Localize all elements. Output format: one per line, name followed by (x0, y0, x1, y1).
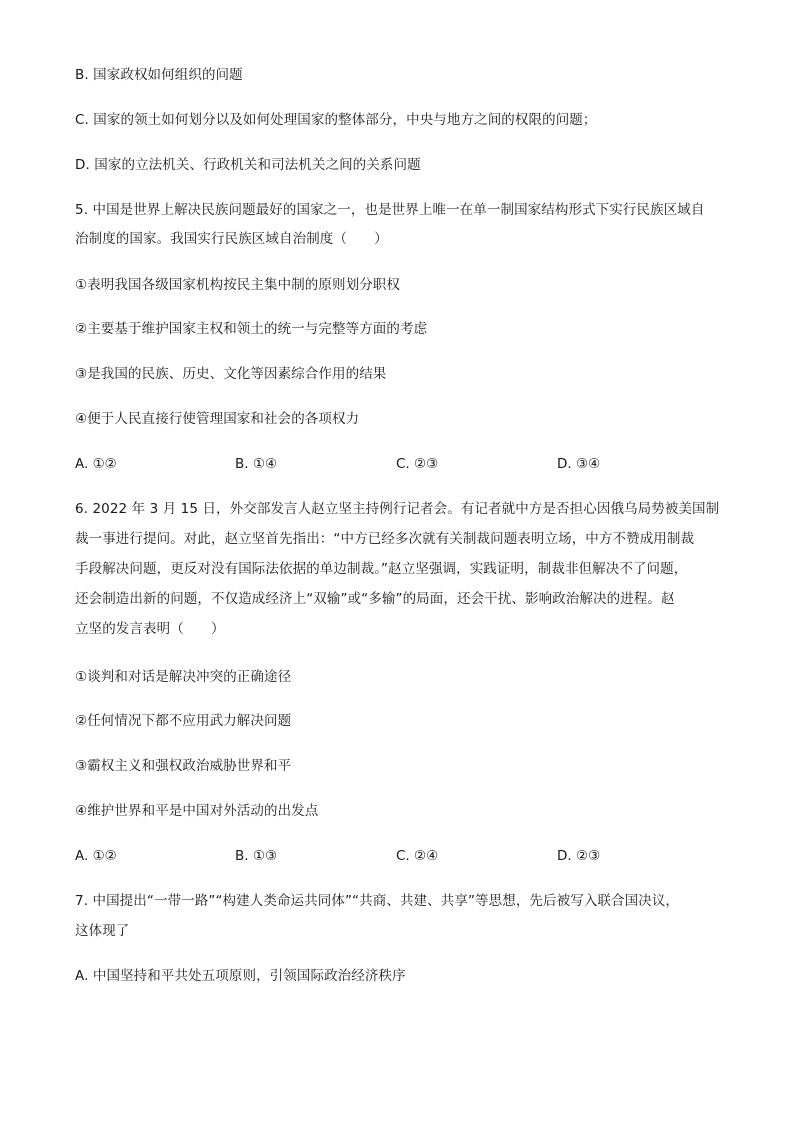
q5-option-a: A. ①② (75, 456, 117, 472)
q5-option-c: C. ②③ (396, 456, 439, 472)
q4-option-b: B. 国家政权如何组织的问题 (75, 67, 243, 83)
q6-statement-2: ②任何情况下都不应用武力解决问题 (75, 713, 292, 729)
q6-option-c: C. ②④ (396, 848, 439, 864)
q4-option-c: C. 国家的领土如何划分以及如何处理国家的整体部分，中央与地方之间的权限的问题； (75, 112, 597, 128)
q6-stem-line-5: 立坚的发言表明（ ） (75, 621, 225, 637)
q6-options (0, 846, 794, 866)
q7-stem-line-2: 这体现了 (75, 923, 130, 939)
q7-option-a: A. 中国坚持和平共处五项原则，引领国际政治经济秩序 (75, 968, 406, 984)
q6-statement-1: ①谈判和对话是解决冲突的正确途径 (75, 669, 292, 685)
q5-statement-1: ①表明我国各级国家机构按民主集中制的原则划分职权 (75, 277, 401, 293)
q5-option-d: D. ③④ (557, 456, 601, 472)
q5-statement-4: ④便于人民直接行使管理国家和社会的各项权力 (75, 411, 360, 427)
q5-stem-line-1: 5. 中国是世界上解决民族问题最好的国家之一，也是世界上唯一在单一制国家结构形式下实行民族区域自 (75, 202, 705, 218)
q6-stem-line-2: 裁一事进行提问。对此，赵立坚首先指出：“中方已经多次就有关制裁问题表明立场，中方不赞成用制裁 (75, 531, 695, 547)
q6-statement-4: ④维护世界和平是中国对外活动的出发点 (75, 803, 319, 819)
q6-option-a: A. ①② (75, 848, 117, 864)
q4-option-d: D. 国家的立法机关、行政机关和司法机关之间的关系问题 (75, 157, 421, 173)
q6-stem-line-4: 还会制造出新的问题，不仅造成经济上“双输”或“多输”的局面，还会干扰、影响政治解决的进程。赵 (75, 591, 675, 607)
q5-statement-2: ②主要基于维护国家主权和领土的统一与完整等方面的考虑 (75, 321, 428, 337)
q6-stem-line-3: 手段解决问题，更反对没有国际法依据的单边制裁。”赵立坚强调，实践证明，制裁非但解决不了问题， (75, 561, 688, 577)
q6-option-d: D. ②③ (557, 848, 601, 864)
q7-stem-line-1: 7. 中国提出“一带一路”“构建人类命运共同体”“共商、共建、共享”等思想，先后被写入联合国决议， (75, 893, 680, 909)
q6-stem-line-1: 6. 2022 年 3 月 15 日，外交部发言人赵立坚主持例行记者会。有记者就中方是否担心因俄乌局势被美国制 (75, 501, 720, 517)
q5-option-b: B. ①④ (235, 456, 278, 472)
q6-option-b: B. ①③ (235, 848, 278, 864)
q5-options (0, 454, 794, 474)
q5-statement-3: ③是我国的民族、历史、文化等因素综合作用的结果 (75, 366, 387, 382)
q5-stem-line-2: 治制度的国家。我国实行民族区域自治制度（ ） (75, 231, 388, 247)
q6-statement-3: ③霸权主义和强权政治威胁世界和平 (75, 758, 292, 774)
